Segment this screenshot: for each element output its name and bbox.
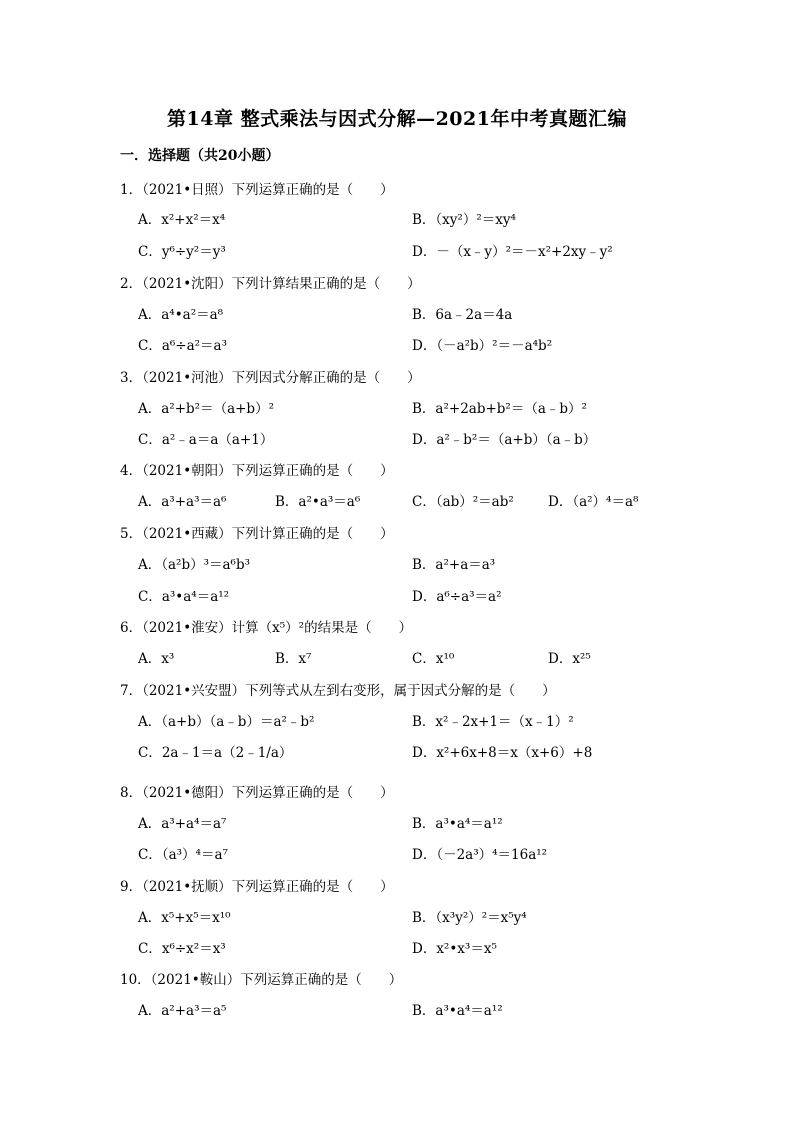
option-d: D．（－2a³）⁴＝16a¹²	[412, 847, 548, 863]
option-d: D．a⁶÷a³＝a²	[412, 589, 502, 605]
section-heading: 一．选择题（共20小题）	[120, 148, 280, 164]
option-a: A．（a²b）³＝a⁶b³	[138, 557, 251, 573]
question-stem: 5．（2021•西藏）下列计算正确的是（ ）	[120, 526, 394, 542]
option-d: D．a²﹣b²＝（a+b）（a﹣b）	[412, 432, 597, 448]
question-stem: 4．（2021•朝阳）下列运算正确的是（ ）	[120, 463, 394, 479]
option-c: C．a⁶÷a²＝a³	[138, 338, 228, 354]
option-d: D．（a²）⁴＝a⁸	[548, 494, 639, 510]
option-c: C．x⁶÷x²＝x³	[138, 941, 226, 957]
option-d: D．x²•x³＝x⁵	[412, 941, 497, 957]
question-stem: 7．（2021•兴安盟）下列等式从左到右变形，属于因式分解的是（ ）	[120, 683, 556, 699]
option-a: A．（a+b）（a﹣b）＝a²﹣b²	[138, 714, 315, 730]
option-b: B．a²•a³＝a⁶	[275, 494, 361, 510]
option-a: A．x³	[138, 651, 175, 667]
option-b: B．（x³y²）²＝x⁵y⁴	[412, 910, 527, 926]
option-a: A．a³+a⁴＝a⁷	[138, 816, 227, 832]
question-stem: 3．（2021•河池）下列因式分解正确的是（ ）	[120, 370, 421, 386]
option-b: B．a²+2ab+b²＝（a﹣b）²	[412, 401, 587, 417]
option-a: A．a³+a³＝a⁶	[138, 494, 227, 510]
option-c: C．（a³）⁴＝a⁷	[138, 847, 228, 863]
option-c: C．a³•a⁴＝a¹²	[138, 589, 230, 605]
option-b: B．（xy²）²＝xy⁴	[412, 212, 516, 228]
question-stem: 6．（2021•淮安）计算（x⁵）²的结果是（ ）	[120, 620, 413, 636]
option-a: A．x²+x²＝x⁴	[138, 212, 226, 228]
option-c: C．x¹⁰	[412, 651, 455, 667]
option-b: B．x²﹣2x+1＝（x﹣1）²	[412, 714, 574, 730]
option-a: A．a²+b²＝（a+b）²	[138, 401, 274, 417]
option-b: B．6a﹣2a＝4a	[412, 307, 513, 323]
option-a: A．a⁴•a²＝a⁸	[138, 307, 224, 323]
option-b: B．a³•a⁴＝a¹²	[412, 1003, 503, 1019]
question-stem: 9．（2021•抚顺）下列运算正确的是（ ）	[120, 879, 394, 895]
option-c: C．a²﹣a＝a（a+1）	[138, 432, 274, 448]
option-d: D．x²⁵	[548, 651, 591, 667]
page-title: 第14章 整式乘法与因式分解—2021年中考真题汇编	[167, 108, 627, 130]
option-b: B．a³•a⁴＝a¹²	[412, 816, 503, 832]
option-c: C．（ab）²＝ab²	[412, 494, 514, 510]
question-stem: 10．（2021•鞍山）下列运算正确的是（ ）	[120, 972, 403, 988]
option-c: C．y⁶÷y²＝y³	[138, 244, 226, 260]
option-c: C．2a﹣1＝a（2﹣1/a）	[138, 745, 293, 761]
option-d: D．－（x﹣y）²＝－x²+2xy﹣y²	[412, 244, 613, 260]
option-a: A．a²+a³＝a⁵	[138, 1003, 227, 1019]
question-stem: 8．（2021•德阳）下列运算正确的是（ ）	[120, 785, 394, 801]
option-d: D．（－a²b）²＝－a⁴b²	[412, 338, 553, 354]
option-d: D．x²+6x+8＝x（x+6）+8	[412, 745, 593, 761]
option-b: B．a²+a＝a³	[412, 557, 496, 573]
question-stem: 1．（2021•日照）下列运算正确的是（ ）	[120, 182, 394, 198]
option-b: B．x⁷	[275, 651, 312, 667]
option-a: A．x⁵+x⁵＝x¹⁰	[138, 910, 231, 926]
question-stem: 2．（2021•沈阳）下列计算结果正确的是（ ）	[120, 276, 421, 292]
